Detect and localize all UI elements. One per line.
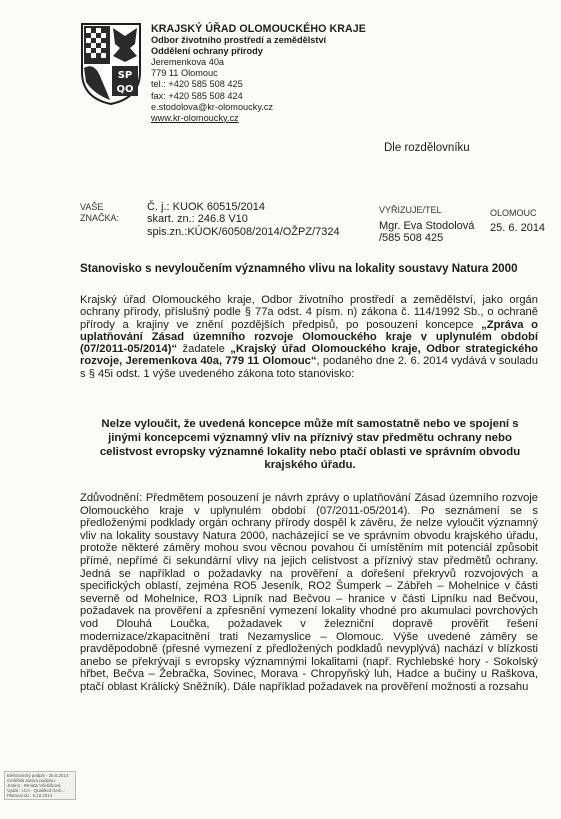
intro-paragraph [80, 294, 538, 380]
street-address: Jeremenkova 40a [151, 57, 225, 68]
document-heading: Stanovisko s nevyloučením významného vlivu na lokality soustavy Natura 2000 [80, 262, 518, 275]
olomouc-region-crest-logo [80, 22, 142, 106]
svg-text:SP: SP [117, 70, 133, 81]
handler-name: Mgr. Eva Stodolová [379, 219, 475, 232]
skart-number: skart. zn.: 246.8 V10 [147, 213, 248, 226]
applicant-name: „Krajský úřad Olomouckého kraje, Odbor strategického rozvoje, Jeremenkova 40a, 779 11 Olomouc“ [80, 343, 538, 368]
recipient: Dle rozdělovníku [384, 142, 470, 154]
your-ref-label-line1: VAŠE [80, 202, 104, 212]
reasoning-paragraph: Zdůvodnění: Předmětem posouzení je návrh zprávy o uplatňování Zásad územního rozvoje Olomouckého kraje v uplynulém období (07/2011-05/2014). Po seznámení se s předloženými podklady orgán ochrany přírody dospěl k závěru, že nelze vyloučit významný vliv na lokality soustavy Natura 2000, nacházející se ve správním obvodu krajského úřadu, protože některé záměry mohou svou věcnou povahou či umístěním mít potenciál způsobit přímé, nepřímé či sekundární vlivy na jejich celistvost a příznivý stav předmětů ochrany. Jedná se například o požadavky na prověření a dořešení překryvů rozvojových a specifických oblastí, zejména RO5 Jeseník, RO2 Šumperk – Zábřeh – Mohelnice v části severně od Mohelnice, RO3 Lipník nad Bečvou – hranice v části Lipníku nad Bečvou, požadavek na prověření a zpřesnění vymezení lokality vhodné pro akumulaci povrchových vod Dlouhá Loučka, požadavek v železniční dopravě prověřit řešení modernizace/zkapacitnění trati Nezamyslice – Olomouc. Výše uvedené záměry se pravděpodobně (přesné vymezení z předložených podkladů nevyplývá) nachází v blízkosti anebo se překrývají s evropsky významnými lokalitami (např. Rychlebské hory - Sokolský hřbet, Bečva – Žebračka, Sovinec, Morava - Chropyňský luh, Hadce a bučiny u Raškova, ptačí oblast Králický Sněžník). Dále například požadavek na prověření možnosti a rozsahu [80, 492, 538, 693]
email-link[interactable]: e.stodolova@kr-olomoucky.cz [151, 101, 274, 112]
cj-number: Č. j.: KUOK 60515/2014 [147, 201, 266, 213]
stamp-line: Certifikát autora podpisu: [7, 778, 56, 784]
letter-date: 25. 6. 2014 [490, 221, 546, 234]
city-address: 779 11 Olomouc [151, 68, 218, 79]
office-name: KRAJSKÝ ÚŘAD OLOMOUCKÉHO KRAJE [151, 23, 366, 35]
your-ref-label-line2: ZNAČKA: [80, 212, 120, 223]
intro-text-1: Krajský úřad Olomouckého kraje, Odbor životního prostředí a zemědělství, jako orgán ochrany přírody, příslušný podle § 77a odst. 4 písm. n) zákona č. 114/1992 Sb., o ochraně přírody a krajiny ve znění pozdějších předpisů, po posouzení koncepce [80, 294, 538, 331]
handler-label: VYŘIZUJE/TEL [379, 205, 442, 215]
fax-number: fax: +420 585 508 424 [151, 90, 243, 101]
intro-text-2: žadatele [177, 343, 231, 356]
stamp-line: Jméno : Renata Všetičková [7, 783, 61, 789]
handler-block [379, 205, 474, 244]
file-reference [147, 201, 340, 238]
place-label: OLOMOUC [490, 208, 537, 218]
date-block [490, 208, 545, 234]
division: Oddělení ochrany přírody [151, 46, 263, 57]
electronic-signature-stamp [4, 771, 76, 800]
concept-name: „Zpráva o uplatňování Zásad územního rozvoje Olomouckého kraje v uplynulém období (07/2011-05/2014)“ [80, 318, 538, 356]
department: Odbor životního prostředí a zemědělství [151, 35, 327, 46]
phone-number: tel.: +420 585 508 425 [151, 79, 243, 90]
svg-text:QO: QO [116, 84, 134, 95]
stamp-line: Elektronický podpis - 25.6.2014 [7, 773, 69, 778]
your-ref-label [80, 202, 119, 223]
handler-phone: /585 508 425 [379, 231, 444, 244]
stamp-line: Vydal : I.CA - Qualified Certi... [7, 788, 66, 794]
intro-text-3: , podaného dne 2. 6. 2014 vydává v souladu s § 45i odst. 1 výše uvedeného zákona toto stanovisko: [80, 355, 538, 380]
website-link[interactable]: www.kr-olomoucky.cz [151, 112, 239, 123]
spis-number: spis.zn.:KÚOK/60508/2014/OŽPZ/7324 [147, 225, 340, 238]
verdict-statement: Nelze vyloučit, že uvedená koncepce může mít samostatně nebo ve spojení s jinými koncepcemi významný vliv na příznivý stav předmětu ochrany nebo celistvost evropsky významné lokality nebo ptačí oblasti ve správním obvodu krajského úřadu. [99, 418, 521, 472]
stamp-line: Platnost do : 6.10.2014 [7, 793, 53, 799]
letterhead [151, 24, 366, 124]
